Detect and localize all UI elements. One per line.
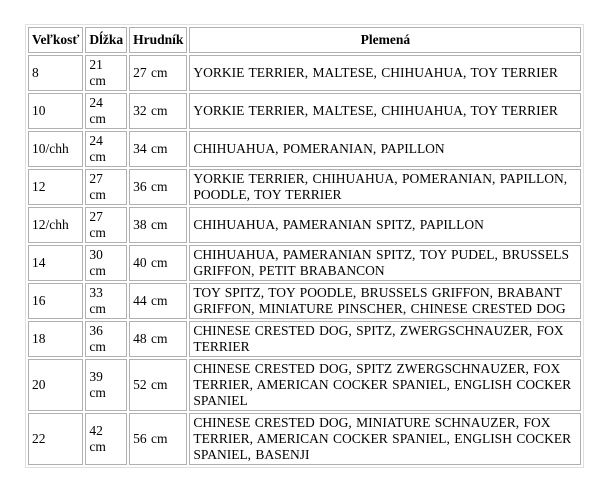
cell-size: 8 <box>28 55 83 91</box>
cell-size: 16 <box>28 283 83 319</box>
table-row <box>28 93 581 129</box>
cell-size: 12 <box>28 169 83 205</box>
header-row <box>28 27 581 53</box>
table-row <box>28 245 581 281</box>
table-row <box>28 413 581 465</box>
table-row <box>28 207 581 243</box>
cell-size: 22 <box>28 413 83 465</box>
cell-length: 24 cm <box>85 131 127 167</box>
cell-breeds: CHINESE CRESTED DOG, SPITZ ZWERGSCHNAUZER, FOX TERRIER, AMERICAN COCKER SPANIEL, ENGLISH COCKER SPANIEL <box>189 359 581 411</box>
cell-size: 10/chh <box>28 131 83 167</box>
cell-size: 12/chh <box>28 207 83 243</box>
cell-breeds: CHINESE CRESTED DOG, SPITZ, ZWERGSCHNAUZER, FOX TERRIER <box>189 321 581 357</box>
column-header-chest: Hrudník <box>129 27 187 53</box>
cell-breeds: YORKIE TERRIER, MALTESE, CHIHUAHUA, TOY TERRIER <box>189 55 581 91</box>
table-row <box>28 321 581 357</box>
cell-chest: 38 cm <box>129 207 187 243</box>
cell-length: 33 cm <box>85 283 127 319</box>
cell-length: 36 cm <box>85 321 127 357</box>
cell-chest: 52 cm <box>129 359 187 411</box>
cell-breeds: YORKIE TERRIER, CHIHUAHUA, POMERANIAN, PAPILLON, POODLE, TOY TERRIER <box>189 169 581 205</box>
cell-chest: 34 cm <box>129 131 187 167</box>
size-chart-table <box>25 24 584 468</box>
cell-chest: 36 cm <box>129 169 187 205</box>
cell-chest: 40 cm <box>129 245 187 281</box>
cell-chest: 56 cm <box>129 413 187 465</box>
cell-chest: 32 cm <box>129 93 187 129</box>
cell-breeds: CHINESE CRESTED DOG, MINIATURE SCHNAUZER, FOX TERRIER, AMERICAN COCKER SPANIEL, ENGLISH COCKER SPANIEL, BASENJI <box>189 413 581 465</box>
cell-chest: 27 cm <box>129 55 187 91</box>
cell-length: 30 cm <box>85 245 127 281</box>
size-chart-header <box>28 27 581 53</box>
cell-length: 27 cm <box>85 207 127 243</box>
table-row <box>28 169 581 205</box>
cell-length: 39 cm <box>85 359 127 411</box>
cell-breeds: CHIHUAHUA, PAMERANIAN SPITZ, PAPILLON <box>189 207 581 243</box>
table-row <box>28 359 581 411</box>
table-row <box>28 55 581 91</box>
cell-chest: 48 cm <box>129 321 187 357</box>
column-header-breeds: Plemená <box>189 27 581 53</box>
cell-size: 18 <box>28 321 83 357</box>
cell-chest: 44 cm <box>129 283 187 319</box>
cell-length: 24 cm <box>85 93 127 129</box>
cell-breeds: TOY SPITZ, TOY POODLE, BRUSSELS GRIFFON, BRABANT GRIFFON, MINIATURE PINSCHER, CHINESE CRESTED DOG <box>189 283 581 319</box>
table-row <box>28 131 581 167</box>
cell-length: 42 cm <box>85 413 127 465</box>
cell-breeds: CHIHUAHUA, PAMERANIAN SPITZ, TOY PUDEL, BRUSSELS GRIFFON, PETIT BRABANCON <box>189 245 581 281</box>
cell-size: 20 <box>28 359 83 411</box>
cell-length: 27 cm <box>85 169 127 205</box>
table-row <box>28 283 581 319</box>
size-chart-body <box>28 55 581 465</box>
cell-size: 14 <box>28 245 83 281</box>
cell-length: 21 cm <box>85 55 127 91</box>
cell-breeds: YORKIE TERRIER, MALTESE, CHIHUAHUA, TOY TERRIER <box>189 93 581 129</box>
cell-size: 10 <box>28 93 83 129</box>
column-header-length: Dĺžka <box>85 27 127 53</box>
column-header-size: Veľkosť <box>28 27 83 53</box>
cell-breeds: CHIHUAHUA, POMERANIAN, PAPILLON <box>189 131 581 167</box>
